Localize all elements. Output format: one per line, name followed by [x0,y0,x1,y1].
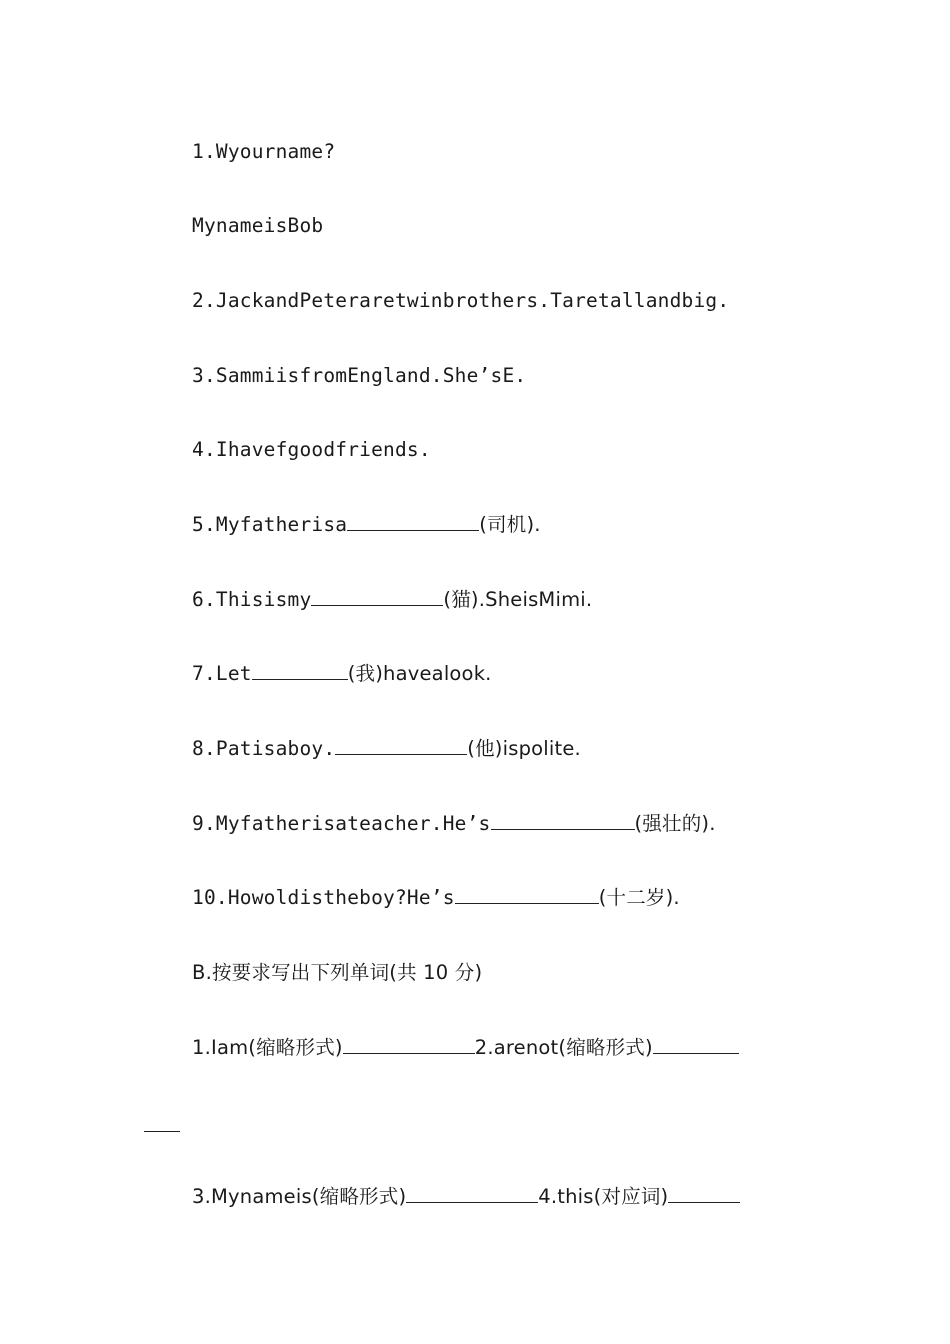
question-6 [192,587,592,613]
answer-blank[interactable] [653,1035,739,1054]
wrapped-blank-line [144,1131,180,1132]
section-b-item-3: 3.Mynameis(缩略形式) [192,1185,407,1208]
question-8 [192,736,581,762]
section-b-item-2: 2.arenot(缩略形式) [474,1036,653,1059]
section-b-item-1: 1.Iam(缩略形式) [192,1036,343,1059]
question-8-hint: (他)ispolite. [467,737,581,760]
answer-blank[interactable] [668,1184,740,1203]
question-8-text: 8.Patisaboy. [192,737,336,760]
question-7 [192,661,492,687]
question-6-text: 6.Thisismy [192,588,312,611]
question-2: 2.JackandPeteraretwinbrothers.Taretallandbig. [192,289,730,312]
answer-blank[interactable] [343,1035,475,1054]
question-9 [192,811,716,837]
question-1: 1.Wyourname? [192,140,336,163]
question-7-text: 7.Let [192,662,252,685]
question-10 [192,885,680,911]
question-5 [192,512,541,538]
question-7-hint: (我)havealook. [347,662,492,685]
question-10-text: 10.Howoldistheboy?He’s [192,886,455,909]
question-9-text: 9.Myfatherisateacher.He’s [192,812,491,835]
answer-blank[interactable] [347,512,479,531]
question-10-hint: (十二岁). [598,886,680,909]
answer-blank[interactable] [252,661,348,680]
question-5-hint: (司机). [479,513,541,536]
question-1-answer: MynameisBob [192,214,324,237]
section-b-row-1 [192,1035,739,1061]
answer-blank[interactable] [406,1184,538,1203]
section-b-row-2 [192,1184,740,1210]
question-6-hint: (猫).SheisMimi. [443,588,593,611]
answer-blank[interactable] [491,811,635,830]
question-4: 4.Ihavefgoodfriends. [192,438,431,461]
section-b-item-4: 4.this(对应词) [538,1185,669,1208]
answer-blank[interactable] [455,885,599,904]
answer-blank[interactable] [311,587,443,606]
question-5-text: 5.Myfatherisa [192,513,348,536]
question-9-hint: (强壮的). [634,812,716,835]
question-3: 3.SammiisfromEngland.She’sE. [192,364,527,387]
answer-blank[interactable] [335,736,467,755]
section-b-heading: B.按要求写出下列单词(共 10 分) [192,961,483,984]
